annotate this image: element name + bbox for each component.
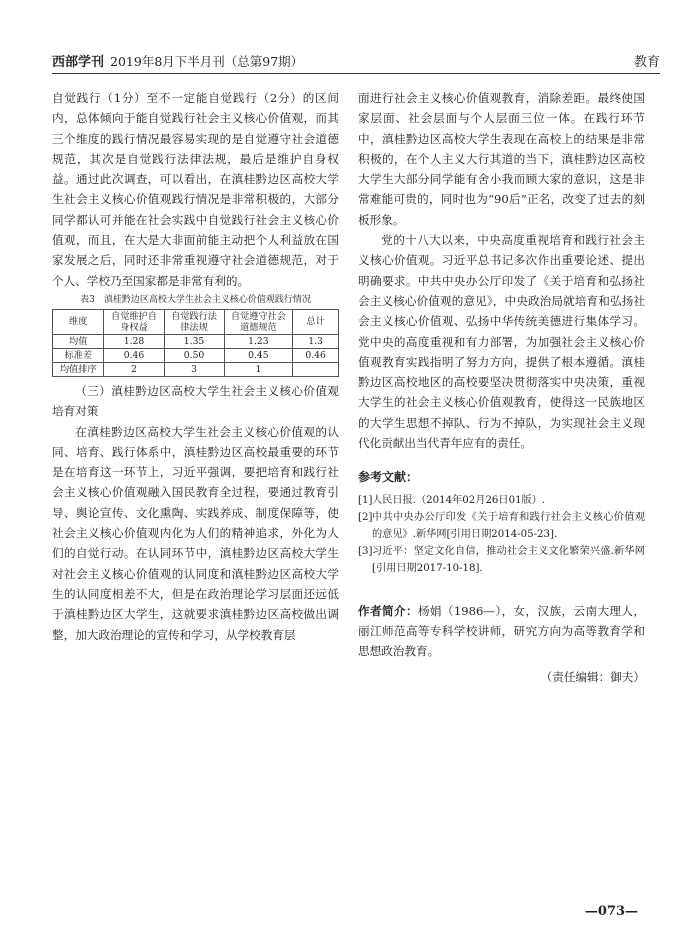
table-header-cell: 自觉维护自身权益 bbox=[104, 309, 164, 334]
table-caption: 表3 滇桂黔边区高校大学生社会主义核心价值观践行情况 bbox=[80, 294, 311, 305]
section-name: 教育 bbox=[633, 55, 660, 70]
right-column bbox=[358, 88, 645, 687]
reference-number: [1] bbox=[358, 494, 373, 506]
table-header-cell: 自觉遵守社会道德规范 bbox=[224, 309, 293, 334]
data-table bbox=[52, 309, 339, 377]
section-subheading: （三）滇桂黔边区高校大学生社会主义核心价值观培育对策 bbox=[52, 383, 339, 419]
table-row bbox=[53, 334, 339, 348]
responsible-editor: （责任编辑：御夫） bbox=[540, 669, 645, 684]
reference-number: [3] bbox=[358, 545, 373, 557]
author-bio-label: 作者简介： bbox=[358, 603, 418, 618]
table-cell: 0.46 bbox=[293, 348, 339, 362]
reference-number: [2] bbox=[358, 511, 373, 523]
table-cell: 1.28 bbox=[104, 334, 164, 348]
table-header-cell: 维度 bbox=[53, 309, 104, 334]
table-cell: 0.46 bbox=[104, 348, 164, 362]
table-cell: 标准差 bbox=[53, 348, 104, 362]
table-cell: 0.45 bbox=[224, 348, 293, 362]
paragraph: 面进行社会主义核心价值观教育，消除差距。最终使国家层面、社会层面与个人层面三位一体。在践行环节中，滇桂黔边区高校大学生表现在高校上的结果是非常积极的，在个人主义大行其道的当下，滇桂黔边区高校大学生大部分同学能有舍小我而顾大家的意识，这是非常难能可贵的，同时也为“90后”正名，改变了过去的刻板形象。 bbox=[358, 91, 645, 227]
page-number: —073— bbox=[584, 904, 638, 919]
journal-name: 西部学刊 bbox=[52, 55, 105, 70]
table-cell: 1 bbox=[224, 362, 293, 376]
table-cell: 1.23 bbox=[224, 334, 293, 348]
table-cell bbox=[293, 362, 339, 376]
table-cell: 3 bbox=[164, 362, 224, 376]
running-header bbox=[52, 48, 660, 74]
table-cell: 均值排序 bbox=[53, 362, 104, 376]
reference-text: 人民日报.（2014年02月26日01版）. bbox=[372, 494, 546, 506]
references-heading: 参考文献： bbox=[358, 470, 419, 485]
table-header-cell: 自觉践行法律法规 bbox=[164, 309, 224, 334]
issue-info: 2019年8月下半月刊（总第97期） bbox=[110, 54, 304, 69]
table-header-cell: 总计 bbox=[293, 309, 339, 334]
table-cell: 2 bbox=[104, 362, 164, 376]
reference-text: 中共中央办公厅印发《关于培育和践行社会主义核心价值观的意见》.新华网[引用日期2014-05-23]. bbox=[372, 511, 645, 540]
table-row bbox=[53, 348, 339, 362]
table-cell: 1.35 bbox=[164, 334, 224, 348]
header-left bbox=[52, 51, 303, 70]
reference-text: 习近平：坚定文化自信，推动社会主义文化繁荣兴盛.新华网[引用日期2017-10-18]. bbox=[372, 545, 645, 574]
table-cell: 0.50 bbox=[164, 348, 224, 362]
left-column bbox=[52, 88, 339, 645]
paragraph: 党的十八大以来，中央高度重视培育和践行社会主义核心价值观。习近平总书记多次作出重要论述、提出明确要求。中共中央办公厅印发了《关于培育和弘扬社会主义核心价值观的意见》，中央政治局就培育和弘扬社会主义核心价值观、弘扬中华传统美德进行集体学习。党中央的高度重视和有力部署，为加强社会主义核心价值观教育实践指明了努力方向，提供了根本遵循。滇桂黔边区高校地区的高校要坚决贯彻落实中央决策，重视大学生的社会主义核心价值观教育，使得这一民族地区的大学生思想不掉队、行为不掉队，为实现社会主义现代化贡献出当代青年应有的责任。 bbox=[358, 233, 645, 451]
reference-item bbox=[358, 492, 645, 509]
author-bio-text: 杨娟（1986—），女，汉族，云南大理人，丽江师范高等专科学校讲师，研究方向为高等教育学和思想政治教育。 bbox=[358, 603, 645, 658]
reference-item bbox=[358, 543, 645, 577]
paragraph: 自觉践行（1分）至不一定能自觉践行（2分）的区间内，总体倾向于能自觉践行社会主义核心价值观，而其三个维度的践行情况最容易实现的是自觉遵守社会道德规范，其次是自觉践行法律法规，最后是维护自身权益。通过此次调查，可以看出，在滇桂黔边区高校大学生社会主义核心价值观践行情况是非常积极的，大部分同学都认可并能在社会实践中自觉践行社会主义核心价值观，而且，在大是大非面前能主动把个人利益放在国家发展之后，同时还非常重视遵守社会道德规范，对于个人、学校乃至国家都是非常有利的。 bbox=[52, 91, 339, 288]
author-bio bbox=[358, 601, 645, 661]
reference-item bbox=[358, 509, 645, 543]
paragraph: 在滇桂黔边区高校大学生社会主义核心价值观的认同、培育、践行体系中，滇桂黔边区高校最重要的环节是在培育这一环节上，习近平强调，要把培育和践行社会主义核心价值观融入国民教育全过程，要通过教育引导、舆论宣传、文化熏陶、实践养成、制度保障等，使社会主义核心价值观内化为人们的精神追求，外化为人们的自觉行动。在认同环节中，滇桂黔边区高校大学生对社会主义核心价值观的认同度和滇桂黔边区高校大学生的认同度相差不大，但是在政治理论学习层面还远低于滇桂黔边区大学生，这就要求滇桂黔边区高校做出调整，加大政治理论的宣传和学习，从学校教育层 bbox=[52, 424, 339, 642]
table-row bbox=[53, 362, 339, 376]
table-header-row bbox=[53, 309, 339, 334]
table-cell: 均值 bbox=[53, 334, 104, 348]
table-cell: 1.3 bbox=[293, 334, 339, 348]
